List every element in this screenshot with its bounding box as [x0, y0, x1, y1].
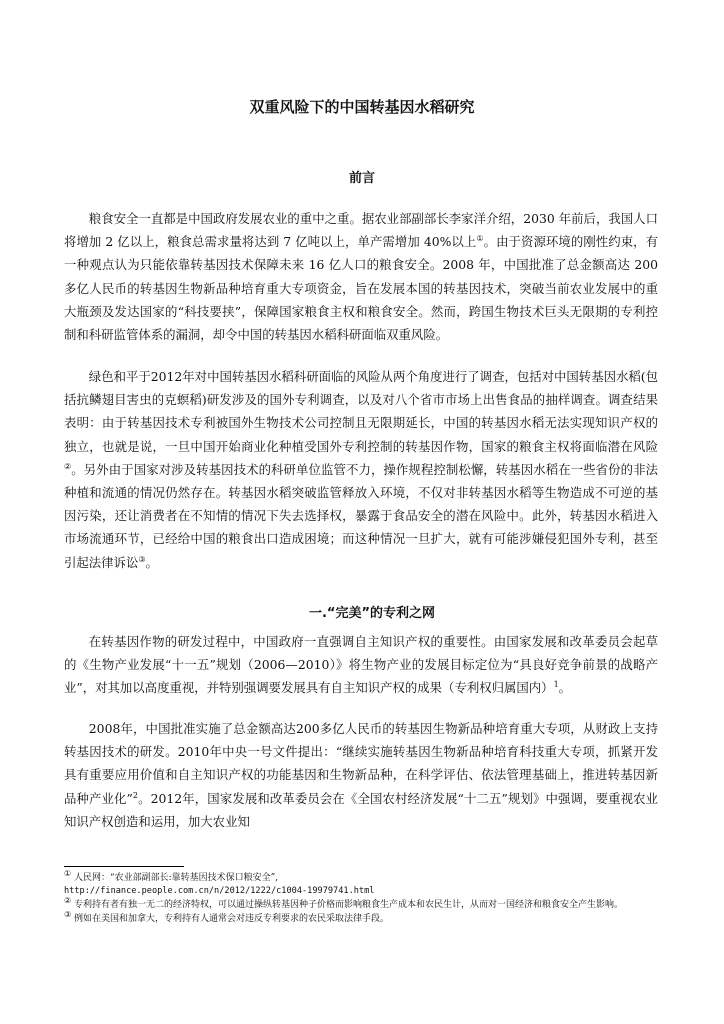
paper-title: 双重风险下的中国转基因水稻研究 — [249, 98, 475, 116]
preface-paragraph-2: 绿色和平于2012年对中国转基因水稻科研面临的风险从两个角度进行了调查，包括对中国转基因水稻(包括抗鳞翅目害虫的克螟稻)研发涉及的国外专利调查，以及对八个省市市场上出售食品的抽样调查。调查结果表明：由于转基因技术专利被国外生物技术公司控制且无限期延长，中国的转基因水稻无法实现知识产权的独立，也就是说，一旦中国开始商业化种植受国外专利控制的转基因作物，国家的粮食主权将面临潜在风险②。另外由于国家对涉及转基因技术的科研单位监管不力，操作规程控制松懈，转基因水稻在一些省份的非法种植和流通的情况仍然存在。转基因水稻突破监管释放入环境，不仅对非转基因水稻等生物造成不可逆的基因污染，还让消费者在不知情的情况下失去选择权，暴露于食品安全的潜在风险中。此外，转基因水稻进入市场流通环节，已经给中国的粮食出口造成困境；而这种情况一旦扩大，就有可能涉嫌侵犯国外专利，甚至引起法律诉讼③。 — [64, 369, 659, 570]
preface-paragraph-1: 粮食安全一直都是中国政府发展农业的重中之重。据农业部副部长李家洋介绍，2030 年前后，我国人口将增加 2 亿以上，粮食总需求量将达到 7 亿吨以上，单产需增加 40%以上①。由于资源环境的刚性约束，有一种观点认为只能依靠转基因技术保障未来 16 亿人口的粮食安全。2008 年，中国批准了总金额高达 200 多亿人民币的转基因生物新品种培育重大专项资金，旨在发展本国的转基因技术，突破当前农业发展中的重大瓶颈及发达国家的“科技要挟”，保障国家粮食主权和粮食安全。然而，跨国生物技术巨头无限期的专利控制和科研监管体系的漏洞，却令中国的转基因水稻科研面临双重风险。 — [64, 211, 659, 343]
endnote-ref-1[interactable]: 1 — [553, 680, 559, 690]
footnotes — [64, 869, 658, 927]
endnote-ref-2[interactable]: 2 — [132, 790, 138, 800]
footnote-divider — [64, 866, 184, 867]
section-1-paragraph-2: 2008年，中国批准实施了总金额高达200多亿人民币的转基因生物新品种培育重大专项，从财政上支持转基因技术的研发。2010年中央一号文件提出：“继续实施转基因生物新品种培育科技重大专项，抓紧开发具有重要应用价值和自主知识产权的功能基因和生物新品种，在科学评估、依法管理基础上，推进转基因新品种产业化”$^2$。2012年，国家发展和改革委员会在《全国农村经济发展“十二五”规划》中强调，要重视农业知识产权创造和运用，加大农业知 — [64, 721, 659, 829]
section-1-heading: 一.“完美”的专利之网 — [308, 606, 436, 621]
footnote-ref-3[interactable]: ③ — [138, 554, 146, 564]
footnote-ref-2[interactable]: ② — [64, 461, 72, 471]
preface-heading: 前言 — [348, 171, 375, 186]
footnote-1: ① 人民网：“农业部副部长:靠转基因技术保口粮安全”, http://finance.people.com.cn/n/2012/1222/c1004-19979741.html — [64, 869, 375, 896]
footnote-ref-1[interactable]: ① — [476, 234, 484, 244]
footnote-1-link[interactable]: http://finance.people.com.cn/n/2012/1222/c1004-19979741.html — [64, 886, 375, 896]
footnote-2: ② 专利持有者有独一无二的经济特权，可以通过操纵转基因种子价格而影响粮食生产成本和农民生计，从而对一国经济和粮食安全产生影响。 — [64, 896, 624, 910]
footnote-3: ③ 例如在美国和加拿大，专利持有人通常会对违反专利要求的农民采取法律手段。 — [64, 910, 390, 924]
section-1-paragraph-1: 在转基因作物的研发过程中，中国政府一直强调自主知识产权的重要性。由国家发展和改革委员会起草的《生物产业发展“十一五”规划（2006—2010）》将生物产业的发展目标定位为“具良好竞争前景的战略产业”，对其加以高度重视，并特别强调要发展具有自主知识产权的成果（专利权归属国内）$^1$。 — [64, 634, 658, 696]
